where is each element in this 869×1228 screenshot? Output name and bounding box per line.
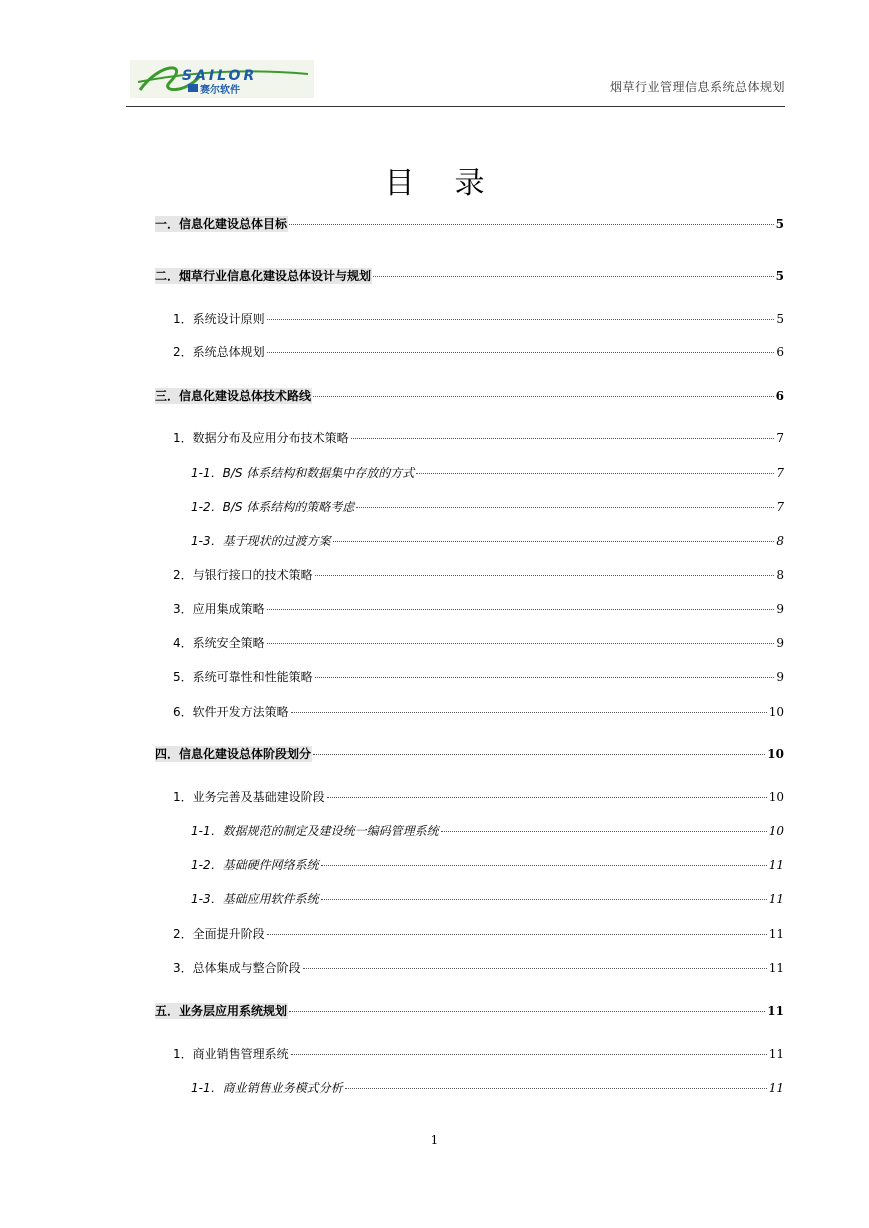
toc-entry-page: 7 xyxy=(776,431,784,445)
document-title: 烟草行业管理信息系统总体规划 xyxy=(609,80,785,94)
dot-leader xyxy=(267,319,775,320)
toc-entry-page: 7 xyxy=(776,466,784,480)
dot-leader xyxy=(291,1054,767,1055)
toc-entry-label: 1．商业销售管理系统 xyxy=(173,1047,289,1061)
toc-entry-label: 五．业务层应用系统规划 xyxy=(155,1004,288,1018)
toc-entry[interactable] xyxy=(173,635,784,651)
toc-entry-label: 1-2．B/S 体系结构的策略考虑 xyxy=(191,500,355,514)
dot-leader xyxy=(303,968,767,969)
dot-leader xyxy=(289,224,774,225)
dot-leader xyxy=(291,712,767,713)
toc-entry[interactable] xyxy=(173,567,784,583)
toc-entry[interactable] xyxy=(173,311,784,327)
toc-entry[interactable] xyxy=(191,1080,784,1096)
toc-entry[interactable] xyxy=(173,669,784,685)
page-header xyxy=(126,56,785,107)
toc-entry[interactable] xyxy=(191,823,784,839)
toc-entry[interactable] xyxy=(173,789,784,805)
toc-entry-label: 1-3．基于现状的过渡方案 xyxy=(191,534,331,548)
dot-leader xyxy=(313,754,765,755)
toc-entry-page: 10 xyxy=(768,790,784,804)
toc-entry-page: 11 xyxy=(768,1047,784,1061)
toc-entry-label: 3．总体集成与整合阶段 xyxy=(173,961,301,975)
dot-leader xyxy=(416,473,774,474)
dot-leader xyxy=(441,831,767,832)
toc-entry[interactable] xyxy=(191,533,784,549)
dot-leader xyxy=(333,541,775,542)
toc-entry-page: 11 xyxy=(768,858,784,872)
toc-entry-page: 10 xyxy=(768,824,784,838)
toc-entry-label: 4．系统安全策略 xyxy=(173,636,265,650)
dot-leader xyxy=(315,677,775,678)
toc-entry-page: 10 xyxy=(767,747,784,761)
toc-entry-page: 6 xyxy=(776,345,784,359)
toc-entry[interactable] xyxy=(173,344,784,360)
toc-entry-page: 11 xyxy=(768,927,784,941)
toc-entry-page: 9 xyxy=(776,636,784,650)
dot-leader xyxy=(267,934,767,935)
toc-entry-page: 7 xyxy=(776,500,784,514)
toc-entry-label: 2．系统总体规划 xyxy=(173,345,265,359)
dot-leader xyxy=(315,575,775,576)
dot-leader xyxy=(267,643,775,644)
toc-entry[interactable] xyxy=(155,216,784,232)
toc-entry[interactable] xyxy=(191,499,784,515)
toc-entry-page: 11 xyxy=(768,892,784,906)
toc-entry[interactable] xyxy=(173,430,784,446)
toc-entry[interactable] xyxy=(191,465,784,481)
dot-leader xyxy=(373,276,774,277)
toc-entry[interactable] xyxy=(173,601,784,617)
toc-entry-label: 三．信息化建设总体技术路线 xyxy=(155,389,312,403)
toc-entry-label: 2．全面提升阶段 xyxy=(173,927,265,941)
toc-entry[interactable] xyxy=(155,388,784,404)
toc-entry[interactable] xyxy=(155,268,784,284)
toc-entry[interactable] xyxy=(191,891,784,907)
dot-leader xyxy=(351,438,775,439)
toc-entry-page: 5 xyxy=(776,312,784,326)
toc-entry[interactable] xyxy=(155,746,784,762)
dot-leader xyxy=(345,1088,767,1089)
toc-entry-label: 1．系统设计原则 xyxy=(173,312,265,326)
dot-leader xyxy=(356,507,774,508)
toc-entry-label: 6．软件开发方法策略 xyxy=(173,705,289,719)
toc-entry-label: 1-1．数据规范的制定及建设统一编码管理系统 xyxy=(191,824,439,838)
dot-leader xyxy=(289,1011,765,1012)
toc-entry-label: 1-3．基础应用软件系统 xyxy=(191,892,319,906)
toc-entry-label: 5．系统可靠性和性能策略 xyxy=(173,670,313,684)
toc-entry-label: 1-1．B/S 体系结构和数据集中存放的方式 xyxy=(191,466,415,480)
dot-leader xyxy=(313,396,774,397)
toc-entry-label: 3．应用集成策略 xyxy=(173,602,265,616)
svg-text:赛尔软件: 赛尔软件 xyxy=(200,85,240,96)
toc-entry-page: 10 xyxy=(768,705,784,719)
toc-entry-label: 1．业务完善及基础建设阶段 xyxy=(173,790,325,804)
toc-entry-label: 一．信息化建设总体目标 xyxy=(155,217,288,231)
toc-entry[interactable] xyxy=(173,960,784,976)
toc-entry-page: 6 xyxy=(775,389,784,403)
dot-leader xyxy=(327,797,767,798)
toc-heading: 目录 xyxy=(384,166,525,201)
page-number: 1 xyxy=(430,1133,439,1147)
toc-entry-page: 5 xyxy=(775,269,784,283)
toc-entry-label: 1-2．基础硬件网络系统 xyxy=(191,858,319,872)
toc-entry-page: 5 xyxy=(775,217,784,231)
toc-entry[interactable] xyxy=(155,1003,784,1019)
toc-entry-page: 11 xyxy=(767,1004,784,1018)
toc-entry-page: 8 xyxy=(776,534,784,548)
toc-entry-label: 1．数据分布及应用分布技术策略 xyxy=(173,431,349,445)
dot-leader xyxy=(321,899,767,900)
dot-leader xyxy=(267,352,775,353)
dot-leader xyxy=(321,865,767,866)
svg-text:SAILOR: SAILOR xyxy=(182,68,258,84)
toc-entry-page: 9 xyxy=(776,670,784,684)
toc-entry[interactable] xyxy=(173,1046,784,1062)
toc-entry-page: 8 xyxy=(776,568,784,582)
toc-entry[interactable] xyxy=(173,926,784,942)
toc-entry-label: 2．与银行接口的技术策略 xyxy=(173,568,313,582)
toc-entry-page: 11 xyxy=(768,961,784,975)
toc-entry-label: 1-1．商业销售业务模式分析 xyxy=(191,1081,343,1095)
toc-entry-page: 11 xyxy=(768,1081,784,1095)
dot-leader xyxy=(267,609,775,610)
toc-entry-label: 四．信息化建设总体阶段划分 xyxy=(155,747,312,761)
company-logo xyxy=(130,60,314,98)
toc-entry-label: 二．烟草行业信息化建设总体设计与规划 xyxy=(155,269,372,283)
toc-entry[interactable] xyxy=(191,857,784,873)
toc-entry[interactable] xyxy=(173,704,784,720)
toc-entry-page: 9 xyxy=(776,602,784,616)
